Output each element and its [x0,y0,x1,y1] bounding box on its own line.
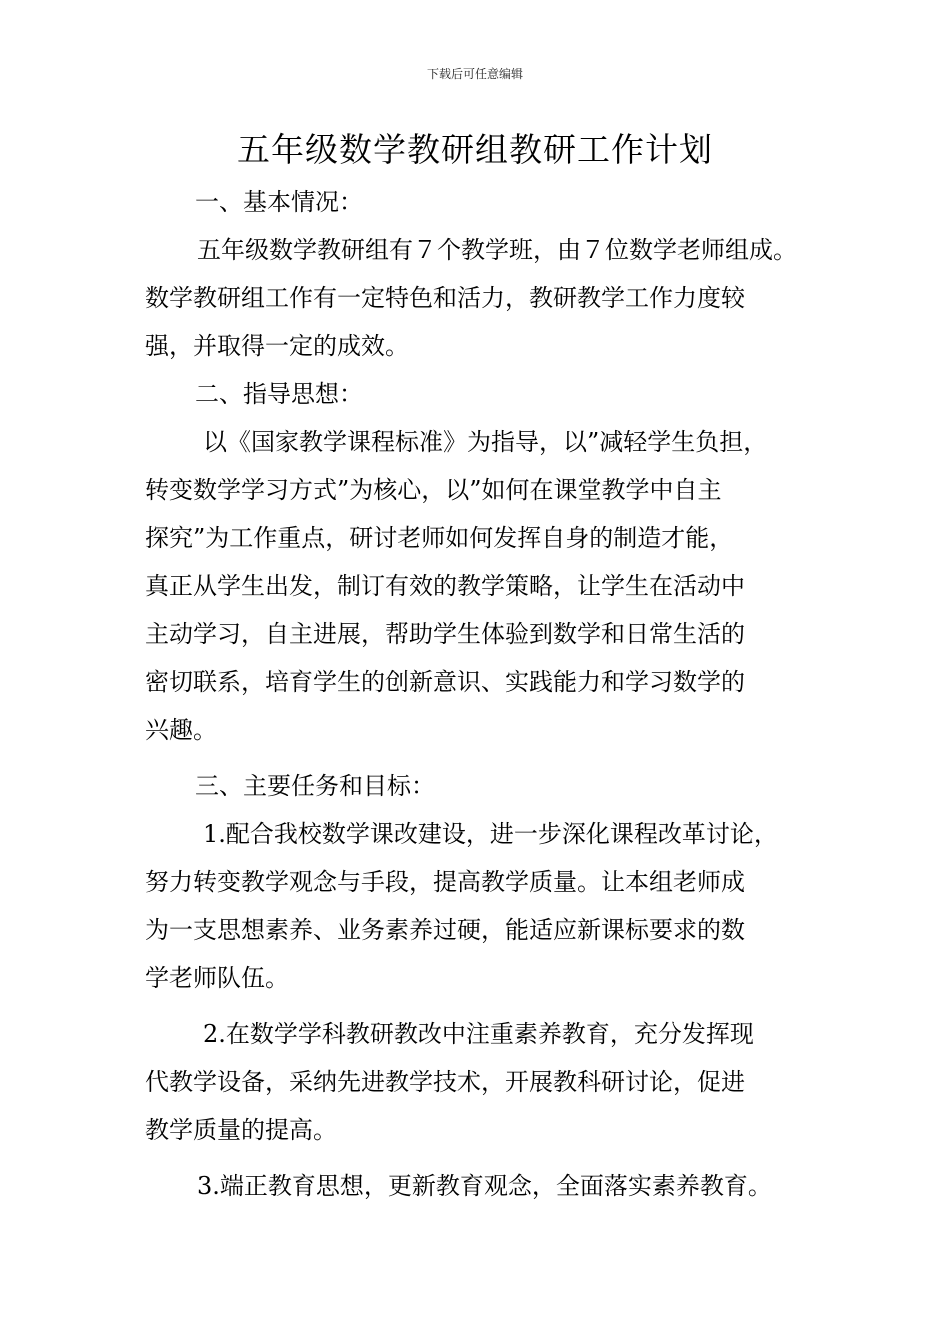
paragraph-line: 教学质量的提高。 [145,1116,337,1144]
section-heading-guiding-ideology [145,370,835,418]
document-body [145,178,835,1210]
paragraph-line: 真正从学生出发，制订有效的教学策略，让学生在活动中 [145,572,745,600]
paragraph-line: 兴趣。 [145,716,217,744]
paragraph-task-2 [145,1010,835,1154]
paragraph-line: 主动学习，自主进展，帮助学生体验到数学和日常生活的 [145,620,745,648]
paragraph-line: 1.配合我校数学课改建设，进一步深化课程改革讨论， [203,820,778,848]
paragraph-guiding-ideology [145,418,835,754]
spacer [145,754,835,762]
paragraph-line: 努力转变教学观念与手段，提高教学质量。让本组老师成 [145,868,745,896]
paragraph-line: 数学教研组工作有一定特色和活力，教研教学工作力度较 [145,284,745,312]
paragraph-basic-situation [145,226,835,370]
paragraph-line: 密切联系，培育学生的创新意识、实践能力和学习数学的 [145,668,745,696]
heading-text: 三、主要任务和目标： [195,772,435,800]
document-title: 五年级数学教研组教研工作计划 [237,130,713,169]
paragraph-line: 代教学设备，采纳先进教学技术，开展教科研讨论，促进 [145,1068,745,1096]
paragraph-line: 探究”为工作重点，研讨老师如何发挥自身的制造才能， [145,524,734,552]
paragraph-line: 以《国家教学课程标准》为指导，以”减轻学生负担， [203,428,768,456]
spacer [145,1154,835,1162]
paragraph-line: 3.端正教育思想，更新教育观念，全面落实素养教育。 [197,1172,772,1200]
header-note: 下载后可任意编辑 [426,67,523,81]
spacer [145,1002,835,1010]
heading-text: 一、基本情况： [195,188,363,216]
section-heading-main-tasks [145,762,835,810]
paragraph-task-1 [145,810,835,1002]
heading-text: 二、指导思想： [195,380,363,408]
paragraph-line: 转变数学学习方式”为核心，以”如何在课堂教学中自主 [145,476,722,504]
paragraph-line: 2.在数学学科教研教改中注重素养教育，充分发挥现 [203,1020,754,1048]
paragraph-line: 强，并取得一定的成效。 [145,332,409,360]
paragraph-line: 为一支思想素养、业务素养过硬，能适应新课标要求的数 [145,916,745,944]
section-heading-basic-situation [145,178,835,226]
paragraph-task-3 [145,1162,835,1210]
paragraph-line: 五年级数学教研组有７个教学班，由７位数学老师组成。 [197,236,797,264]
paragraph-line: 学老师队伍。 [145,964,289,992]
